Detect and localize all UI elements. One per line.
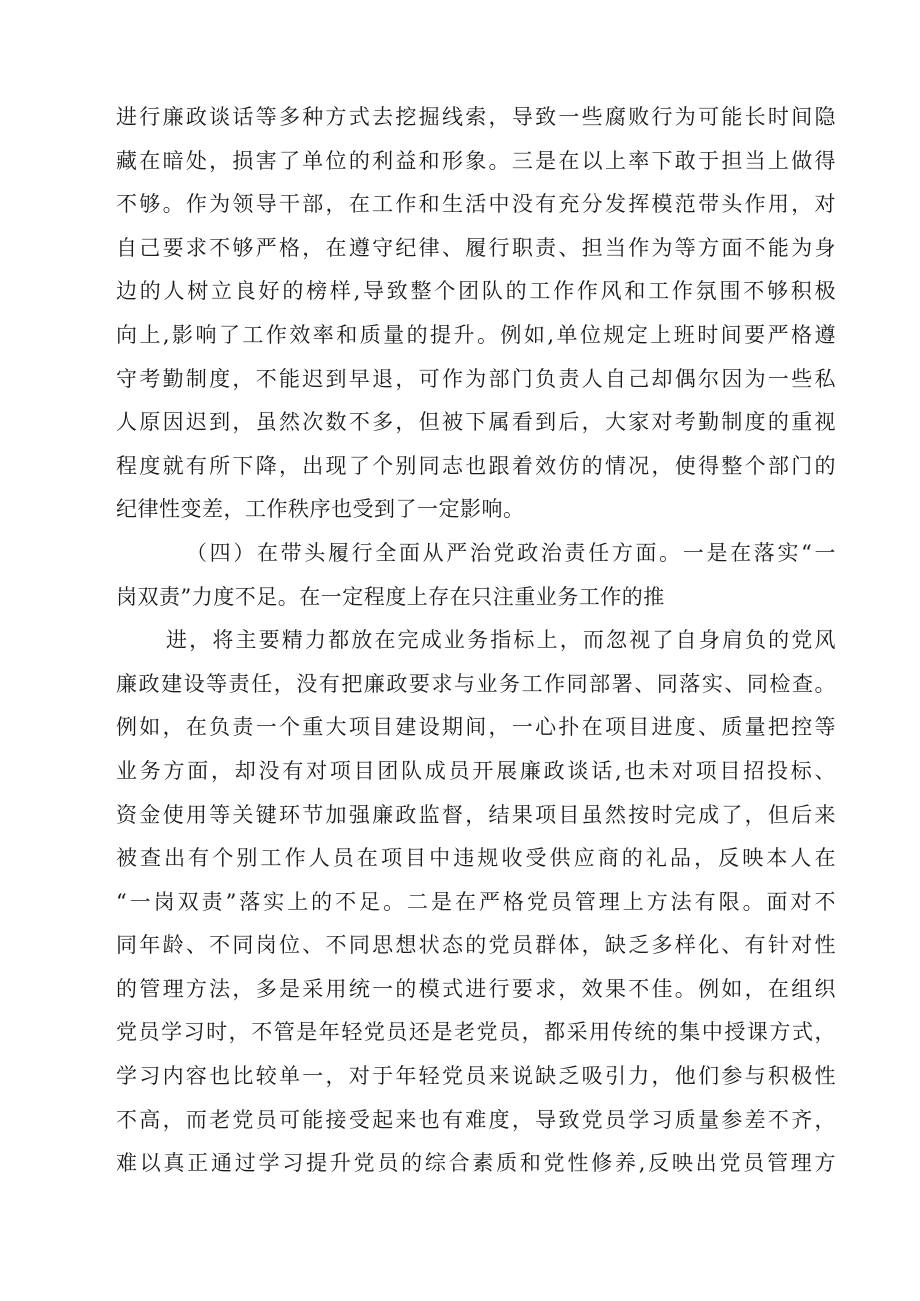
text-line: “一岗双责”落实上的不足。二是在严格党员管理上方法有限。面对不	[116, 889, 836, 914]
paragraph-start-line: 进，将主要精力都放在完成业务指标上，而忽视了自身肩负的党风	[166, 628, 836, 653]
text-line: 例如，在负责一个重大项目建设期间，一心扑在项目进度、质量把控等	[116, 715, 836, 740]
section-heading-line: （四）在带头履行全面从严治党政治责任方面。一是在落实“一	[186, 540, 836, 565]
text-line: 进行廉政谈话等多种方式去挖掘线索，导致一些腐败行为可能长时间隐	[116, 105, 836, 129]
text-line: 的管理方法，多是采用统一的模式进行要求，效果不佳。例如，在组织	[116, 976, 836, 1001]
text-line: 向上,影响了工作效率和质量的提升。例如,单位规定上班时间要严格遵	[116, 322, 836, 347]
text-line: 边的人树立良好的榜样,导致整个团队的工作作风和工作氛围不够积极	[116, 279, 836, 304]
text-line: 自己要求不够严格，在遵守纪律、履行职责、担当作为等方面不能为身	[116, 235, 836, 260]
text-line: 程度就有所下降，出现了个别同志也跟着效仿的情况，使得整个部门的	[116, 453, 836, 478]
text-line: 人原因迟到，虽然次数不多，但被下属看到后，大家对考勤制度的重视	[116, 410, 836, 435]
text-line: 廉政建设等责任，没有把廉政要求与业务工作同部署、同落实、同检查。	[116, 671, 836, 696]
text-line: 守考勤制度，不能迟到早退，可作为部门负责人自己却偶尔因为一些私	[116, 366, 836, 391]
text-line: 岗双责”力度不足。在一定程度上存在只注重业务工作的推	[116, 584, 665, 609]
text-line: 纪律性变差，工作秩序也受到了一定影响。	[116, 497, 525, 522]
text-line: 党员学习时，不管是年轻党员还是老党员，都采用传统的集中授课方式，	[116, 1020, 836, 1045]
text-line: 业务方面，却没有对项目团队成员开展廉政谈话,也未对项目招投标、	[116, 758, 836, 783]
document-body	[116, 96, 836, 1186]
text-line: 同年龄、不同岗位、不同思想状态的党员群体，缺乏多样化、有针对性	[116, 933, 836, 958]
text-line: 学习内容也比较单一，对于年轻党员来说缺乏吸引力，他们参与积极性	[116, 1064, 836, 1089]
text-line: 不够。作为领导干部，在工作和生活中没有充分发挥模范带头作用，对	[116, 192, 836, 217]
text-line: 难以真正通过学习提升党员的综合素质和党性修养,反映出党员管理方	[116, 1151, 836, 1176]
text-line: 藏在暗处，损害了单位的利益和形象。三是在以上率下敢于担当上做得	[116, 148, 836, 173]
text-line: 资金使用等关键环节加强廉政监督，结果项目虽然按时完成了，但后来	[116, 802, 836, 827]
text-line: 被查出有个别工作人员在项目中违规收受供应商的礼品，反映本人在	[116, 846, 836, 871]
text-line: 不高，而老党员可能接受起来也有难度，导致党员学习质量参差不齐，	[116, 1107, 836, 1132]
